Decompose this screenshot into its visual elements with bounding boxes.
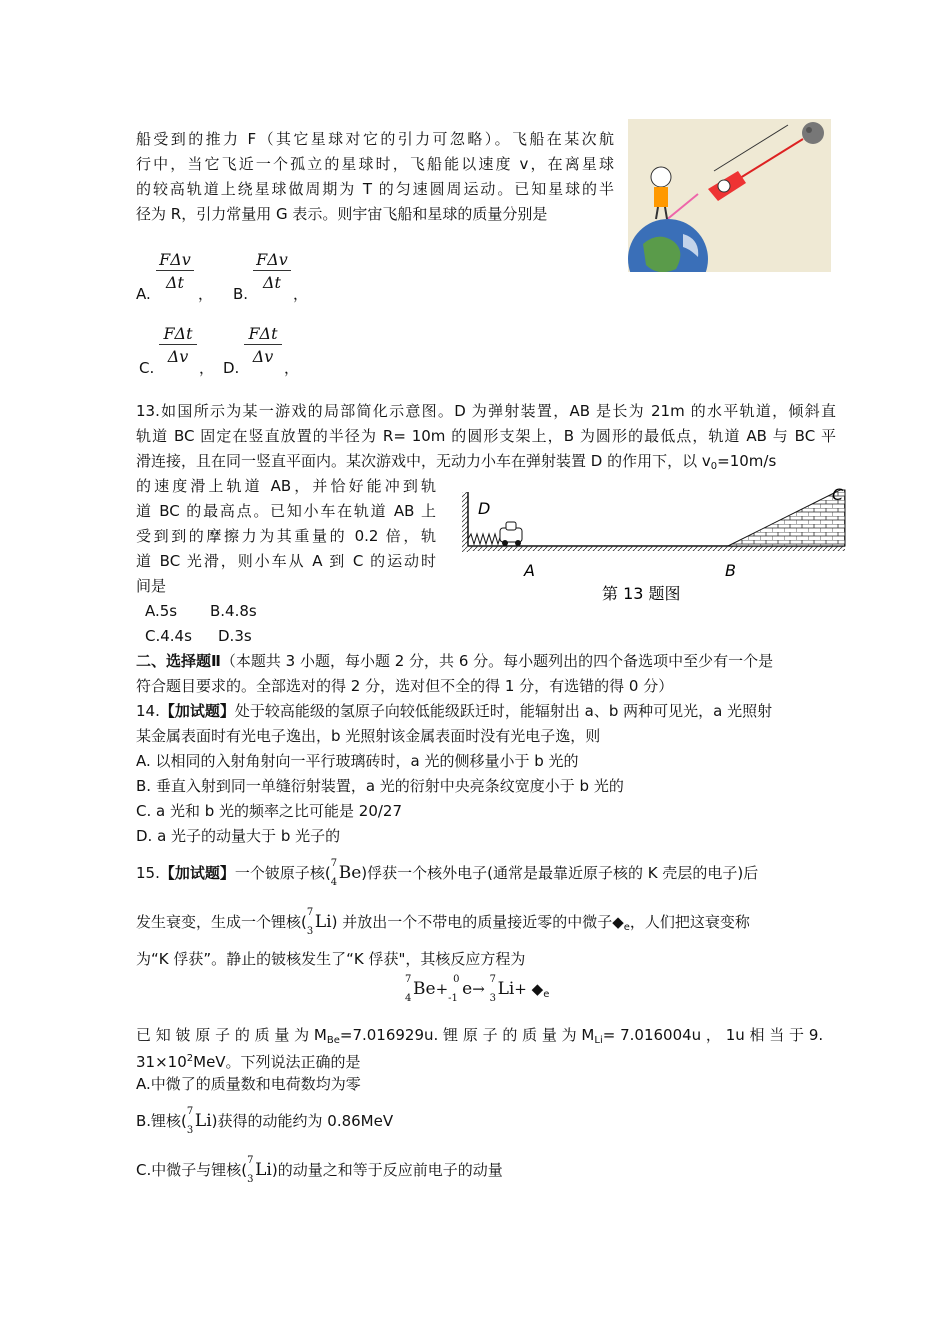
q15-line-3: 为“K 俘获”。静止的铍核发生了“K 俘获"，其核反应方程为	[136, 950, 526, 968]
q12-option-d-tail: ，	[284, 359, 300, 377]
eq-li-symbol: Li	[497, 979, 515, 999]
q13-option-b: B.4.8s	[210, 602, 257, 620]
q15-option-c-text-b: )的动量之和等于反应前电子的动量	[271, 1161, 503, 1179]
q15-text-4a: 已 知 铍 原 子 的 质 量 为 M	[136, 1026, 327, 1044]
q12-option-c-numerator: FΔt	[159, 324, 197, 345]
q13-option-c: C.4.4s	[145, 627, 192, 645]
be-atomic-number: 4	[330, 877, 338, 888]
q14-tag: 【加试题】	[159, 702, 235, 720]
eq-lithium	[489, 974, 515, 1004]
q12-option-b-label: B.	[233, 285, 249, 303]
q14-text-1: 处于较高能级的氢原子向较低能级跃迁时，能辐射出 a、b 两种可见光，a 光照射	[234, 702, 773, 720]
q12-option-d-label: D.	[223, 359, 240, 377]
eq-neutrino-icon: ◆	[531, 980, 544, 998]
beryllium-nuclide	[330, 858, 362, 888]
q13-line-4: 的速度滑上轨道 AB，并恰好能冲到轨	[136, 477, 436, 495]
section2-text-1: （本题共 3 小题，每小题 2 分，共 6 分。每小题列出的四个备选项中至少有一个是	[220, 652, 774, 670]
q15-line-1	[136, 858, 836, 888]
q15-line-5	[136, 1048, 361, 1073]
q12-option-d-denominator: Δv	[252, 347, 274, 366]
q12-option-a-denominator: Δt	[166, 273, 184, 292]
eq-plus-2: +	[514, 980, 527, 998]
q15-option-b-lithium	[186, 1106, 212, 1136]
figure-label-c: C	[832, 485, 844, 504]
eq-e-charge-number: -1	[448, 993, 458, 1004]
eq-li-atomic-number: 3	[489, 993, 496, 1004]
q15-line-2	[136, 907, 836, 939]
v0-subscript: 0	[710, 461, 718, 472]
q15-text-5a: 31×10	[136, 1053, 187, 1071]
q13-option-a: A.5s	[145, 602, 178, 620]
q13-line-6: 受到到的摩擦力为其重量的 0.2 倍，轨	[136, 527, 436, 545]
lithium-nuclide	[306, 907, 332, 937]
neutrino-subscript: e	[623, 922, 630, 933]
q12-option-b-numerator: FΔv	[253, 250, 291, 271]
q12-option-d-fraction	[244, 324, 282, 366]
be-symbol: Be	[338, 863, 362, 883]
eq-be-symbol: Be	[413, 979, 436, 999]
be-mass-number: 7	[330, 858, 338, 869]
neutrino-icon: ◆	[612, 913, 624, 931]
nuclear-equation	[405, 974, 550, 1006]
figure-label-a: A	[524, 561, 535, 580]
optc-li-symbol: Li	[255, 1160, 272, 1180]
m-li-subscript: Li	[594, 1035, 603, 1046]
figure-caption: 第 13 题图	[602, 584, 681, 603]
q12-option-c-label: C.	[139, 359, 155, 377]
q13-line-7: 道 BC 光滑，则小车从 A 到 C 的运动时	[136, 552, 436, 570]
figure-label-d: D	[478, 499, 491, 518]
eq-neutrino-subscript: e	[543, 989, 550, 1000]
eq-beryllium	[405, 974, 436, 1004]
optb-li-mass-number: 7	[186, 1106, 194, 1117]
q15-option-b-text-b: )获得的动能约为 0.86MeV	[211, 1112, 394, 1130]
q14-option-b: B. 垂直入射到同一单缝衍射装置，a 光的衍射中央亮条纹宽度小于 b 光的	[136, 777, 624, 795]
q12-option-d-numerator: FΔt	[244, 324, 282, 345]
q15-option-a: A.中微了的质量数和电荷数均为零	[136, 1075, 361, 1093]
q12-option-c-fraction	[159, 324, 197, 366]
q12-option-c-tail: ，	[199, 359, 215, 377]
q12-line-4: 径为 R，引力常量用 G 表示。则宇宙飞船和星球的质量分别是	[136, 205, 548, 223]
li-atomic-number: 3	[306, 926, 314, 937]
li-symbol: Li	[314, 912, 332, 932]
q14-number: 14.	[136, 702, 160, 720]
q15-text-4b: =7.016929u. 锂 原 子 的 质 量 为 M	[339, 1026, 595, 1044]
q13-line-5: 道 BC 的最高点。已知小车在轨道 AB 上	[136, 502, 436, 520]
eq-e-mass-number: 0	[453, 974, 460, 985]
q12-option-b-fraction	[253, 250, 291, 292]
q15-text-4c: = 7.016004u ， 1u 相 当 于 9.	[602, 1026, 824, 1044]
q12-option-b-tail: ，	[293, 285, 309, 303]
q13-line-8: 间是	[136, 577, 167, 595]
q13-figure	[460, 484, 850, 608]
q15-option-b	[136, 1106, 394, 1136]
q15-tag: 【加试题】	[159, 864, 235, 882]
m-be-subscript: Be	[326, 1035, 340, 1046]
section2-line-1	[136, 650, 836, 672]
q14-option-d: D. a 光子的动量大于 b 光子的	[136, 827, 341, 845]
q15-text-5b: MeV。下列说法正确的是	[193, 1053, 361, 1071]
q13-line-3	[136, 450, 836, 478]
q15-option-c	[136, 1155, 503, 1185]
q12-option-b-denominator: Δt	[263, 273, 281, 292]
q15-option-b-text-a: B.锂核(	[136, 1112, 187, 1130]
q15-exponent: 2	[186, 1053, 194, 1064]
q15-option-c-lithium	[247, 1155, 272, 1185]
q15-text-2b: ) 并放出一个不带电的质量接近零的中微子	[331, 913, 613, 931]
figure-label-b: B	[725, 561, 736, 580]
q12-option-a-tail: ，	[198, 285, 214, 303]
eq-be-atomic-number: 4	[405, 993, 412, 1004]
spacecraft-illustration	[628, 119, 831, 272]
q15-text-1b: )俘获一个核外电子(通常是最靠近原子核的 K 壳层的电子)后	[361, 864, 759, 882]
q12-option-a-numerator: FΔv	[156, 250, 194, 271]
optb-li-symbol: Li	[194, 1111, 212, 1131]
q15-option-c-text-a: C.中微子与锂核(	[136, 1161, 248, 1179]
q13-line-2: 轨道 BC 固定在竖直放置的半径为 R= 10m 的圆形支架上，B 为圆形的最低点，轨道 AB 与 BC 平	[136, 427, 836, 445]
section2-title: 二、选择题Ⅱ	[136, 652, 221, 670]
q13-line-3-text: 滑连接，且在同一竖直平面内。某次游戏中，无动力小车在弹射装置 D 的作用下，以 v	[136, 452, 711, 470]
q12-line-3: 的较高轨道上绕星球做周期为 T 的匀速圆周运动。已知星球的半	[136, 180, 614, 198]
eq-arrow: →	[472, 980, 485, 998]
v0-value: =10m/s	[717, 452, 777, 470]
q15-text-2c: ，人们把这衰变称	[629, 913, 750, 931]
eq-electron	[448, 974, 473, 1004]
q15-text-2a: 发生衰变，生成一个锂核(	[136, 913, 307, 931]
optb-li-atomic-number: 3	[186, 1125, 194, 1136]
q13-option-d: D.3s	[218, 627, 252, 645]
q12-option-a-fraction	[156, 250, 194, 292]
section2-line-2: 符合题目要求的。全部选对的得 2 分，选对但不全的得 1 分，有选错的得 0 分）	[136, 677, 674, 695]
q13-line-1: 13.如国所示为某一游戏的局部简化示意图。D 为弹射装置，AB 是长为 21m 的水平轨道，倾斜直	[136, 402, 836, 420]
eq-li-mass-number: 7	[489, 974, 496, 985]
q14-line-2: 某金属表面时有光电子逸出，b 光照射该金属表面时没有光电子逸，则	[136, 727, 601, 745]
q12-line-1: 船受到的推力 F（其它星球对它的引力可忽略）。飞船在某次航	[136, 130, 614, 148]
q14-option-a: A. 以相同的入射角射向一平行玻璃砖时，a 光的侧移量小于 b 光的	[136, 752, 579, 770]
q12-option-c-denominator: Δv	[167, 347, 189, 366]
q14-line-1	[136, 700, 836, 722]
eq-e-symbol: e	[462, 979, 473, 999]
q15-number: 15.	[136, 864, 160, 882]
optc-li-mass-number: 7	[247, 1155, 254, 1166]
optc-li-atomic-number: 3	[247, 1174, 254, 1185]
q12-line-2: 行中，当它飞近一个孤立的星球时，飞船能以速度 v，在离星球	[136, 155, 614, 173]
li-mass-number: 7	[306, 907, 314, 918]
q14-option-c: C. a 光和 b 光的频率之比可能是 20/27	[136, 802, 403, 820]
q15-text-1a: 一个铍原子核(	[234, 864, 331, 882]
eq-be-mass-number: 7	[405, 974, 412, 985]
q12-option-a-label: A.	[136, 285, 151, 303]
eq-plus-1: +	[435, 980, 449, 998]
